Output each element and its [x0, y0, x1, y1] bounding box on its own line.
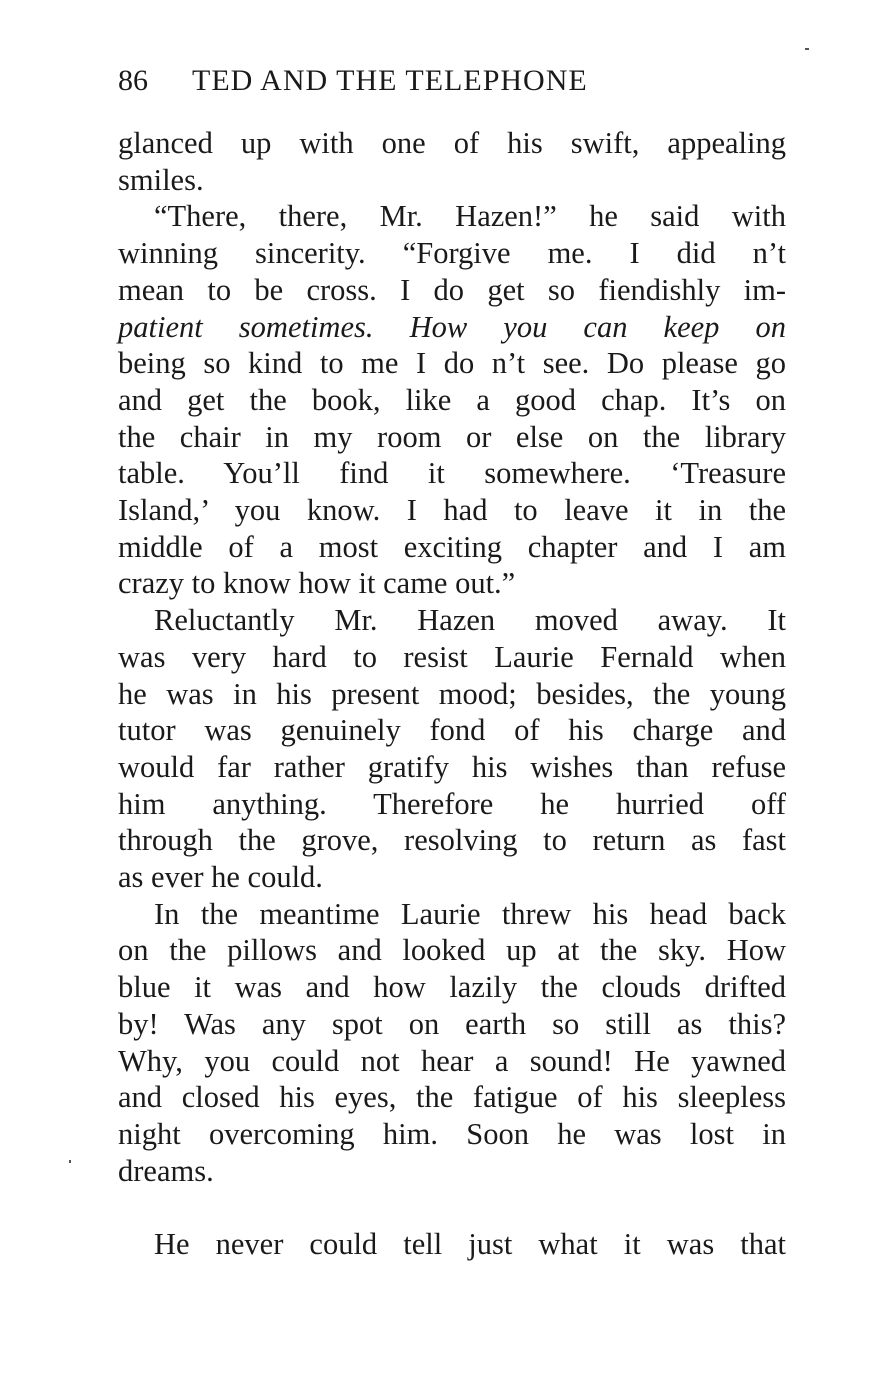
text-line: middle of a most exciting chapter and I am	[118, 529, 786, 564]
text-line: Reluctantly Mr. Hazen moved away. It	[154, 603, 786, 638]
text-line: smiles.	[118, 162, 204, 197]
text-line: blue it was and how lazily the clouds drifted	[118, 970, 786, 1005]
text-line: mean to be cross. I do get so fiendishly im-	[118, 272, 786, 307]
text-line: and get the book, like a good chap. It’s on	[118, 382, 786, 417]
text-line: Island,’ you know. I had to leave it in the	[118, 493, 786, 528]
text-line: Why, you could not hear a sound! He yawned	[118, 1043, 786, 1078]
text-line: table. You’ll find it somewhere. ‘Treasure	[118, 456, 786, 491]
text-line: winning sincerity. “Forgive me. I did n’t	[118, 236, 786, 271]
running-title: TED AND THE TELEPHONE	[192, 64, 588, 97]
body-text	[118, 125, 786, 1263]
page-number: 86	[118, 64, 148, 97]
text-line: he was in his present mood; besides, the young	[118, 676, 786, 711]
text-line: crazy to know how it came out.”	[118, 566, 516, 601]
section-break	[118, 1189, 786, 1226]
margin-mark	[69, 1160, 71, 1163]
text-line: would far rather gratify his wishes than refuse	[118, 749, 786, 784]
text-line: the chair in my room or else on the library	[118, 419, 786, 454]
text-line: “There, there, Mr. Hazen!” he said with	[154, 199, 786, 234]
text-line: and closed his eyes, the fatigue of his sleepless	[118, 1080, 786, 1115]
text-line: patient sometimes. How you can keep on	[118, 309, 786, 344]
text-line: on the pillows and looked up at the sky. How	[118, 933, 786, 968]
text-line: glanced up with one of his swift, appealing	[118, 126, 786, 160]
text-line: night overcoming him. Soon he was lost in	[118, 1116, 786, 1151]
margin-mark	[805, 48, 809, 50]
text-line: him anything. Therefore he hurried off	[118, 786, 786, 821]
text-line: was very hard to resist Laurie Fernald when	[118, 639, 786, 674]
text-line: tutor was genuinely fond of his charge and	[118, 713, 786, 748]
text-line: dreams.	[118, 1153, 214, 1188]
text-line: through the grove, resolving to return as fast	[118, 823, 786, 858]
page-header	[118, 62, 786, 100]
text-line: He never could tell just what it was that	[154, 1227, 786, 1262]
text-line: by! Was any spot on earth so still as this?	[118, 1006, 786, 1041]
text-line: being so kind to me I do n’t see. Do please go	[118, 346, 786, 381]
text-line: as ever he could.	[118, 860, 323, 895]
text-line: In the meantime Laurie threw his head back	[154, 896, 786, 931]
